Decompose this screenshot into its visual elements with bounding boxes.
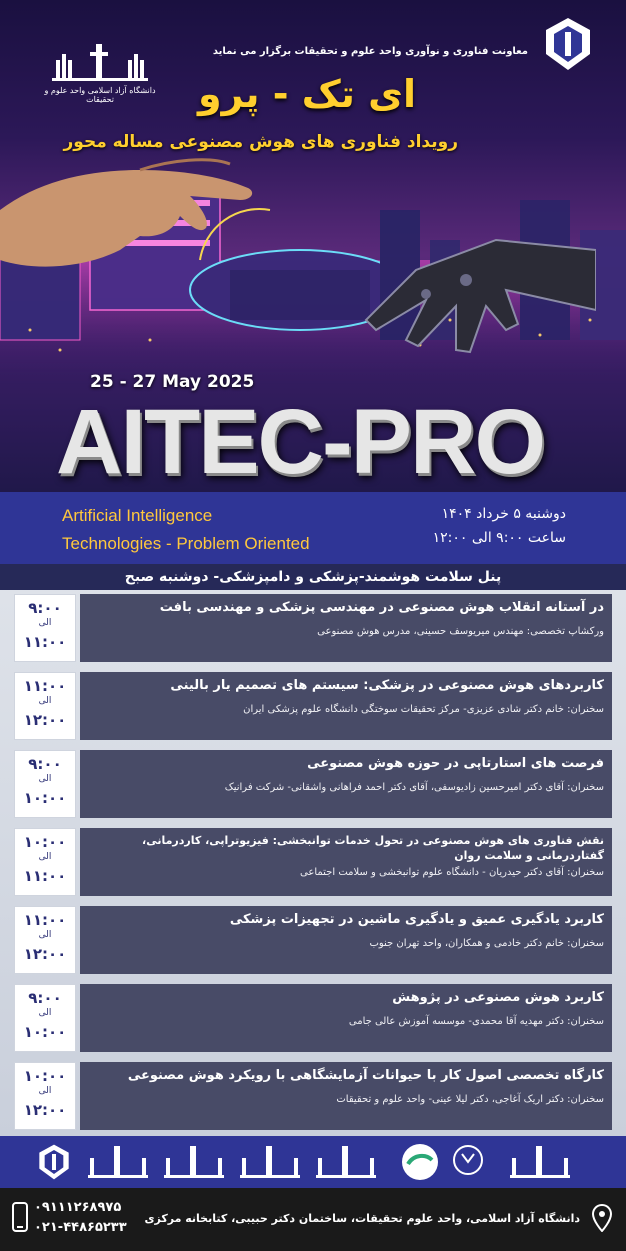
session-time — [14, 1062, 76, 1130]
event-time: ساعت ۹:۰۰ الی ۱۲:۰۰ — [432, 530, 566, 546]
session-start: ۹:۰۰ — [28, 755, 62, 773]
session-body — [80, 906, 612, 974]
session-time — [14, 828, 76, 896]
session-row — [14, 904, 612, 976]
event-day: دوشنبه ۵ خرداد ۱۴۰۴ — [441, 506, 566, 522]
session-title: کاربرد یادگیری عمیق و یادگیری ماشین در تجهیزات پزشکی — [229, 912, 604, 927]
session-start: ۹:۰۰ — [28, 989, 62, 1007]
session-body — [80, 672, 612, 740]
until-label: الی — [38, 852, 52, 862]
session-end: ۱۲:۰۰ — [23, 711, 67, 729]
session-title: کارگاه تخصصی اصول کار با حیوانات آزمایشگاهی با رویکرد هوش مصنوعی — [127, 1068, 604, 1083]
azad-university-icon — [34, 1142, 74, 1182]
human-hand-icon — [0, 130, 260, 290]
session-end: ۱۱:۰۰ — [23, 633, 67, 651]
sponsor-line: معاونت فناوری و نوآوری واحد علوم و تحقیقات برگزار می نماید — [212, 46, 528, 57]
event-name: AITEC-PRO — [56, 391, 544, 492]
session-speaker: سخنران: آقای دکتر امیرحسین زادیوسفی، آقای دکتر احمد فراهانی واشقانی- شرکت فرانیک — [224, 782, 604, 793]
session-body — [80, 1062, 612, 1130]
robot-hand-icon — [346, 210, 596, 360]
session-body — [80, 984, 612, 1052]
research-center-logo-icon — [238, 1142, 302, 1182]
info-band — [0, 492, 626, 564]
event-subtitle-persian: رویداد فناوری های هوش مصنوعی مساله محور — [63, 132, 458, 152]
session-end: ۱۲:۰۰ — [23, 1101, 67, 1119]
session-row — [14, 592, 612, 664]
event-title-persian: ای تک - پرو — [197, 72, 416, 116]
session-end: ۱۰:۰۰ — [23, 1023, 67, 1041]
phone-mobile: ۰۹۱۱۱۲۶۸۹۷۵ — [34, 1200, 122, 1215]
session-speaker: سخنران: خانم دکتر شادی عزیزی- مرکز تحقیقات سوختگی دانشگاه علوم پزشکی ایران — [243, 704, 604, 715]
session-title: نقش فناوری های هوش مصنوعی در تحول خدمات توانبخشی: فیزیوتراپی، کاردرمانی، گفتاردرمانی و سلامت روان — [142, 834, 604, 862]
session-speaker: سخنران: خانم دکتر خادمی و همکاران، واحد تهران جنوب — [369, 938, 604, 949]
panel-title: پنل سلامت هوشمند-پزشکی و دامپزشکی- دوشنبه صبح — [0, 564, 626, 590]
session-start: ۱۰:۰۰ — [23, 833, 67, 851]
brain-logo-icon — [448, 1142, 488, 1182]
tagline-line-2: Technologies - Problem Oriented — [62, 534, 310, 553]
phone-landline: ۰۲۱-۴۴۸۶۵۲۳۳ — [34, 1220, 127, 1235]
university-logo-caption: دانشگاه آزاد اسلامی واحد علوم و تحقیقات — [44, 86, 156, 104]
english-tagline — [62, 502, 310, 558]
until-label: الی — [38, 1008, 52, 1018]
session-speaker: ورکشاپ تخصصی: مهندس میریوسف حسینی، مدرس هوش مصنوعی — [317, 626, 604, 637]
session-speaker: سخنران: آقای دکتر حیدریان - دانشگاه علوم توانبخشی و سلامت اجتماعی — [300, 867, 604, 878]
contact-bar — [0, 1188, 626, 1251]
location-pin-icon — [592, 1204, 612, 1232]
session-row — [14, 826, 612, 898]
session-time — [14, 672, 76, 740]
program-schedule — [0, 564, 626, 1136]
until-label: الی — [38, 774, 52, 784]
session-time — [14, 906, 76, 974]
session-speaker: سخنران: دکتر اریک آغاجی، دکتر لیلا عینی- واحد علوم و تحقیقات — [336, 1094, 604, 1105]
tagline-line-1: Artificial Intelligence — [62, 506, 213, 525]
session-start: ۱۱:۰۰ — [23, 677, 67, 695]
session-time — [14, 594, 76, 662]
hero-poster — [0, 0, 626, 492]
partner-circle-logo-icon — [400, 1142, 440, 1182]
session-row — [14, 1060, 612, 1132]
session-row — [14, 670, 612, 742]
session-end: ۱۲:۰۰ — [23, 945, 67, 963]
university-emblem-icon — [508, 1142, 572, 1182]
research-center-logo-icon — [86, 1142, 150, 1182]
university-emblem-icon — [50, 40, 150, 84]
session-speaker: سخنران: دکتر مهدیه آقا محمدی- موسسه آموزش عالی جامی — [348, 1016, 604, 1027]
university-logo — [40, 40, 160, 104]
phone-icon — [12, 1202, 28, 1232]
session-body — [80, 750, 612, 818]
until-label: الی — [38, 696, 52, 706]
session-time — [14, 984, 76, 1052]
session-title: فرصت های استارتاپی در حوزه هوش مصنوعی — [307, 756, 604, 771]
session-end: ۱۱:۰۰ — [23, 867, 67, 885]
session-start: ۱۰:۰۰ — [23, 1067, 67, 1085]
research-center-logo-icon — [162, 1142, 226, 1182]
venue-address: دانشگاه آزاد اسلامی، واحد علوم تحقیقات، ساختمان دکتر حبیبی، کتابخانه مرکزی — [144, 1212, 580, 1225]
until-label: الی — [38, 1086, 52, 1096]
until-label: الی — [38, 618, 52, 628]
session-end: ۱۰:۰۰ — [23, 789, 67, 807]
azad-university-icon — [538, 14, 598, 74]
session-title: کاربرد هوش مصنوعی در پژوهش — [392, 990, 604, 1005]
partner-logos — [0, 1136, 626, 1188]
session-start: ۱۱:۰۰ — [23, 911, 67, 929]
event-dates: 25 - 27 May 2025 — [90, 372, 255, 392]
until-label: الی — [38, 930, 52, 940]
session-time — [14, 750, 76, 818]
session-row — [14, 748, 612, 820]
session-body — [80, 828, 612, 896]
session-title: در آستانه انقلاب هوش مصنوعی در مهندسی پزشکی و مهندسی بافت — [159, 600, 604, 615]
research-center-logo-icon — [314, 1142, 378, 1182]
persian-datetime — [433, 502, 566, 550]
session-start: ۹:۰۰ — [28, 599, 62, 617]
session-row — [14, 982, 612, 1054]
session-title: کاربردهای هوش مصنوعی در پزشکی: سیستم های تصمیم یار بالینی — [170, 678, 604, 693]
session-body — [80, 594, 612, 662]
